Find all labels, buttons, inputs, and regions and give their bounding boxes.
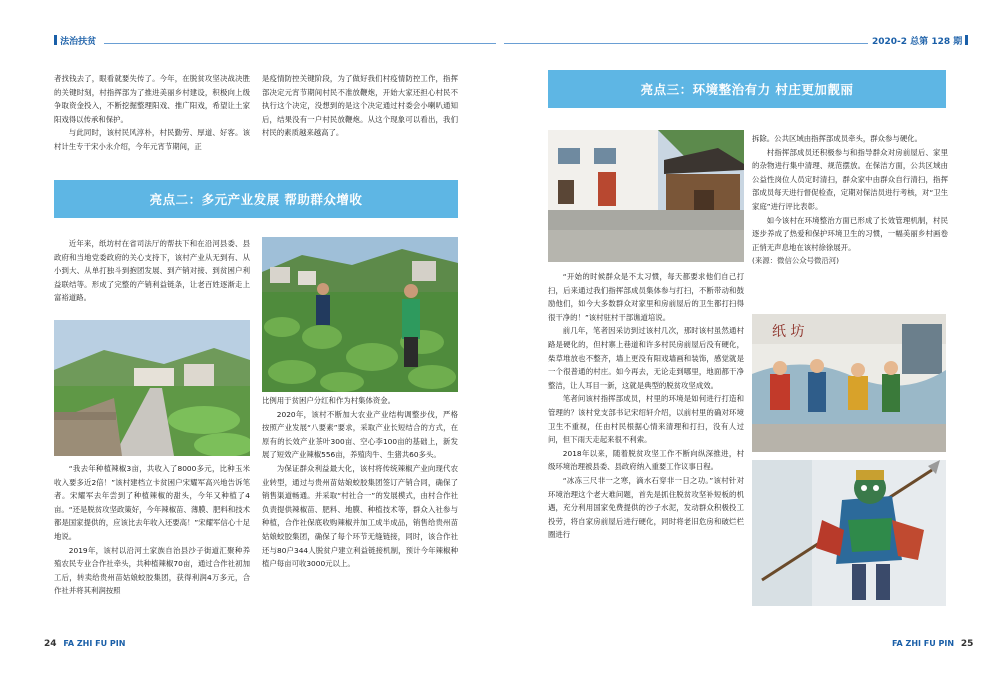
paragraph: 2020年，该村不断加大农业产业结构调整步伐，严格按照产业发展“八要素”要求，采取产业长短结合的方式，在原有的长效产业茶叶300亩、空心李100亩的基础上，新发展了短效产业辣椒556亩，养殖肉牛、生猪共60多头。 bbox=[262, 409, 458, 460]
mural-photo-svg bbox=[752, 314, 946, 452]
banner-highlight-3: 亮点三：环境整治有力 村庄更加靓丽 bbox=[548, 70, 946, 108]
right-col-a-mid bbox=[548, 270, 744, 542]
banner-highlight-2: 亮点二：多元产业发展 帮助群众增收 bbox=[54, 180, 458, 218]
left-col-a-mid bbox=[54, 237, 250, 305]
paragraph: 比例用于贫困户分红和作为村集体资金。 bbox=[262, 396, 396, 405]
left-col-a-top bbox=[54, 72, 250, 154]
paragraph: 前几年，笔者因采访到过该村几次，那时该村虽然通村路是硬化的，但村寨上巷道和许多村民房前屋后没有硬化，柴草堆放也不整齐，墙上更没有阳戏墙画和装饰，感觉就是一个很普通的村庄。如今再去，无论走到哪里，地面都干净整洁，让人耳目一新，这就是典型的脱贫攻坚成效。 bbox=[548, 326, 744, 390]
road-photo-svg bbox=[54, 320, 250, 456]
source-note: (来源：微信公众号微沿河) bbox=[752, 256, 840, 266]
paragraph: “我去年种植辣椒3亩，共收入了8000多元，比种玉米收入要多近2倍！”该村建档立卡贫困户宋耀军高兴地告诉笔者。宋耀军去年尝到了种植辣椒的甜头，今年又种植了4亩。“还是脱贫攻坚政策好，今年辣椒苗、薄膜、肥料和技术都是国家提供的，应该比去年收入还要高！”宋耀军信心十足地说。 bbox=[54, 464, 250, 541]
paragraph: 2018年以来，随着脱贫攻坚工作不断向纵深推进，村级环境治理被县委、县政府纳入重要工作议事日程。 bbox=[548, 448, 744, 472]
paragraph: 与此同时，该村民风淳朴，村民勤劳、厚道、好客。该村计生专干宋小永介绍，今年元宵节期间，正 bbox=[54, 128, 250, 151]
header-issue bbox=[872, 34, 968, 47]
paragraph: 如今该村在环境整治方面已形成了长效管理机制，村民逐步养成了热爱和保护环境卫生的习惯，一幅美丽乡村画卷正悄无声息地在该村徐徐展开。 bbox=[752, 215, 948, 252]
header-bar-icon bbox=[54, 35, 57, 45]
paragraph: 2019年，该村以沿河土家族自治县沙子街道汇聚种养殖农民专业合作社牵头，共种植辣椒70亩，通过合作社初加工后，转卖给贵州苗姑娘蛟胶集团，获得利润4万多元，合作社并将其利润按照 bbox=[54, 545, 250, 596]
header-rule bbox=[104, 43, 496, 44]
svg-text:纸 坊: 纸 坊 bbox=[772, 324, 805, 340]
paragraph: “冰冻三尺非一之寒，滴水石穿非一日之功。”该村针对环境治理这个老大难问题，首先是抓住脱贫攻坚补短板的机遇，充分利用国家免费提供的沙子水泥，发动群众积极投工投劳，将自家房前屋后进行硬化，同时将老旧危房和破烂栏圈进行 bbox=[548, 475, 744, 540]
field-photo bbox=[262, 237, 458, 392]
header-rule bbox=[504, 43, 868, 44]
paragraph: 为保证群众利益最大化，该村将传统辣椒产业向现代农业转型，通过与贵州苗姑娘蛟胶集团签订产销合同，确保了销售渠道畅通。并采取“村社合一”的发展模式，由村合作社负责提供辣椒苗、肥料、地膜、种植技术等，群众入社参与种植，合作社保底收购辣椒并加工成半成品，销售给贵州苗姑娘蛟胶集团，确保了每个环节无缝链接，同时，该合作社还与80户344人脱贫户建立利益链接机制，预计今年辣椒种植户每亩可收3000元以上。 bbox=[262, 463, 458, 569]
paragraph: 近年来，纸坊村在省司法厅的帮扶下和在沿河县委、县政府和当地党委政府的关心支持下，该村产业从无到有、从小到大、从单打独斗到抱团发展、到产销对接、到贫困户利益联结等。形成了完整的产销利益链条，让老百姓逐渐走上富裕道路。 bbox=[54, 239, 250, 303]
left-col-b-bottom bbox=[262, 394, 458, 571]
footer-right bbox=[892, 639, 977, 649]
paragraph: 是疫情防控关键阶段，为了做好我们村疫情防控工作，指挥部决定元宵节期间村民不准放鞭炮，开始大家还担心村民不执行这个决定，没想到的是这个决定通过村委会小喇叭通知后，结果没有一户村民放鞭炮。从这个现象可以看出，我们村民的素质越来越高了。 bbox=[262, 74, 458, 138]
page-number: 25 bbox=[960, 639, 974, 649]
footer-left bbox=[40, 639, 125, 649]
left-col-a-bottom bbox=[54, 462, 250, 598]
mural-warrior-svg bbox=[752, 460, 946, 606]
village-photo bbox=[548, 130, 744, 262]
paragraph: 笔者问该村指挥部成员，村里的环境是如何进行打造和管理的？该村党支部书记宋绍轩介绍，以前村里的确对环境卫生不重视，任由村民根据心情来清理和打扫，没有人过问，但下雨天走起来很不利索。 bbox=[548, 394, 744, 445]
mural-photo bbox=[752, 314, 946, 452]
road-photo bbox=[54, 320, 250, 456]
header-section-label: 法治扶贫 bbox=[60, 37, 97, 47]
paragraph: 村指挥部成员还积极参与和指导群众对房前屋后、家里的杂物进行集中清理、规范摆放。在保洁方面，公共区域由公益性岗位人员定时清扫，群众家中由群众自行清扫，指挥部成员每天进行督促检查，定期对保洁员进行考核，对“卫生家庭”进行评比表彰。 bbox=[752, 147, 948, 211]
page-number: 24 bbox=[44, 639, 57, 649]
right-col-a-top bbox=[752, 132, 948, 268]
mural-warrior-photo bbox=[752, 460, 946, 606]
field-photo-svg bbox=[262, 237, 458, 392]
header-section bbox=[54, 34, 96, 47]
right-page bbox=[500, 0, 1000, 683]
left-col-b-top bbox=[262, 72, 458, 140]
village-photo-svg bbox=[548, 130, 744, 262]
paragraph: 拆除。公共区域由指挥部成员牵头，群众参与硬化。 bbox=[752, 134, 922, 143]
magazine-name: FA ZHI FU PIN bbox=[63, 639, 126, 648]
magazine-name: FA ZHI FU PIN bbox=[892, 639, 955, 648]
paragraph: “开始的时候群众是不太习惯，每天都要求他们自己打扫，后来通过我们指挥部成员集体参与打扫，不断带动和鼓励他们，如今大多数群众对家里和房前屋后的卫生都打扫得很干净的！”该村驻村干部谯道培说。 bbox=[548, 272, 744, 322]
paragraph: 者找钱去了，眼看就要失传了。今年，在脱贫攻坚决战决胜的关键时刻，村指挥部为了推进美丽乡村建设，积极向上级争取资金投入，不断挖掘整理阳戏、推广阳戏，希望让土家阳戏得以传承和保护。 bbox=[54, 74, 250, 124]
header-bar-icon bbox=[965, 35, 968, 45]
issue-label: 2020-2 总第 128 期 bbox=[872, 37, 963, 47]
